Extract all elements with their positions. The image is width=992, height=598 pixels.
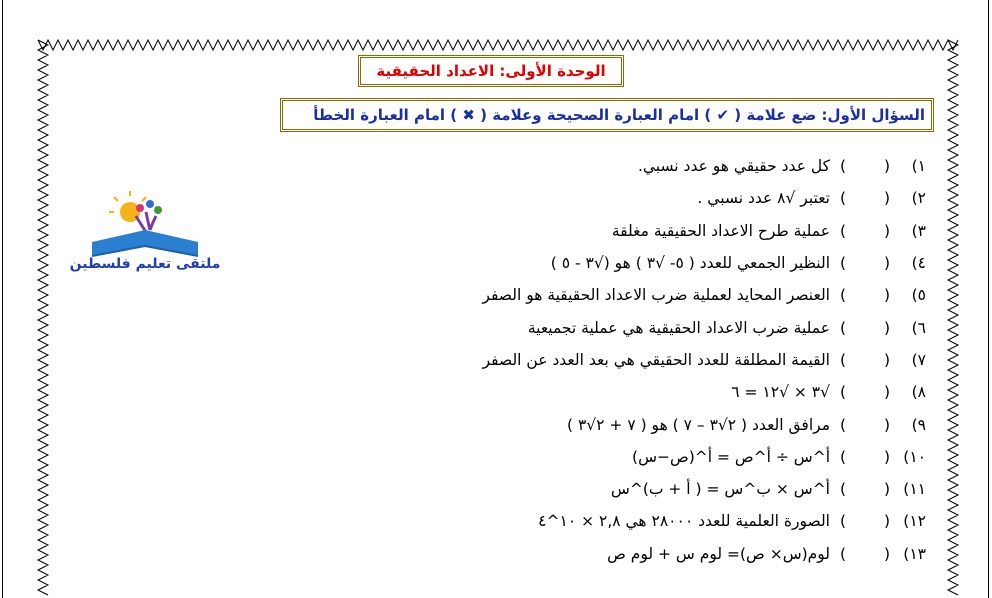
open-paren: ( [883,318,890,337]
question-item [306,505,926,537]
answer-box[interactable] [834,319,896,337]
answer-box[interactable] [834,189,896,207]
close-paren: ) [840,189,847,208]
item-statement: أ^س × ب^س = ( أ + ب)^س [610,480,830,499]
item-number: ٧) [911,350,926,369]
question-item [306,408,926,440]
item-number: ٢) [911,189,926,208]
open-paren: ( [883,286,890,305]
open-paren: ( [883,480,890,499]
question-item [306,538,926,570]
question-item [306,311,926,343]
question-item [306,150,926,182]
close-paren: ) [840,447,847,466]
open-paren: ( [883,189,890,208]
item-number: ٦) [911,318,926,337]
item-number: ١) [911,157,926,176]
open-paren: ( [883,157,890,176]
unit-title: الوحدة الأولى: الاعداد الحقيقية [358,55,624,87]
open-paren: ( [883,415,890,434]
item-number: ١٣) [903,544,926,563]
item-number: ١٠) [903,447,926,466]
open-paren: ( [883,254,890,273]
item-statement: كل عدد حقيقي هو عدد نسبي. [637,157,830,176]
close-paren: ) [840,544,847,563]
item-statement: عملية ضرب الاعداد الحقيقية هي عملية تجميعية [527,318,830,337]
open-paren: ( [883,447,890,466]
item-number: ٣) [911,221,926,240]
open-paren: ( [883,383,890,402]
open-paren: ( [883,221,890,240]
item-statement: القيمة المطلقة للعدد الحقيقي هي بعد العدد عن الصفر [482,350,830,369]
question-item [306,376,926,408]
close-paren: ) [840,157,847,176]
answer-box[interactable] [834,157,896,175]
question-item [306,279,926,311]
item-number: ٥) [911,286,926,305]
item-statement: النظير الجمعي للعدد ( ٥- √٣ ) هو (√٣ - ٥ ) [550,254,830,273]
answer-box[interactable] [834,351,896,369]
answer-box[interactable] [834,448,896,466]
answer-box[interactable] [834,416,896,434]
answer-box[interactable] [834,545,896,563]
item-statement: الصورة العلمية للعدد ٢٨٠٠٠ هي ٢,٨ × ١٠^٤ [538,512,830,531]
answer-box[interactable] [834,383,896,401]
close-paren: ) [840,318,847,337]
answer-box[interactable] [834,286,896,304]
answer-box[interactable] [834,480,896,498]
open-paren: ( [883,512,890,531]
close-paren: ) [840,383,847,402]
question-item [306,441,926,473]
question-item [306,344,926,376]
close-paren: ) [840,512,847,531]
close-paren: ) [840,286,847,305]
item-number: ١٢) [903,512,926,531]
item-number: ٨) [911,383,926,402]
open-paren: ( [883,544,890,563]
question-title: السؤال الأول: ضع علامة ( ✔ ) امام العبارة الصحيحة وعلامة ( ✖ ) امام العبارة الخطأ [280,98,934,132]
question-item [306,215,926,247]
item-statement: عملية طرح الاعداد الحقيقية مغلقة [611,221,830,240]
close-paren: ) [840,480,847,499]
close-paren: ) [840,415,847,434]
question-item [306,247,926,279]
question-item [306,473,926,505]
item-number: ٤) [911,254,926,273]
question-list [306,150,926,570]
item-statement: أ^س ÷ أ^ص = أ^(ص−س) [632,447,830,466]
item-number: ١١) [903,480,926,499]
answer-box[interactable] [834,254,896,272]
item-statement: العنصر المحايد لعملية ضرب الاعداد الحقيقية هو الصفر [482,286,830,305]
item-statement: مرافق العدد ( ٢√٣ – ٧ ) هو ( ٧ + ٢√٣ ) [566,415,830,434]
question-item [306,182,926,214]
answer-box[interactable] [834,222,896,240]
item-number: ٩) [911,415,926,434]
item-statement: √٣ × √١٢ = ٦ [731,383,830,402]
close-paren: ) [840,221,847,240]
open-paren: ( [883,350,890,369]
item-statement: لوم(س× ص)= لوم س + لوم ص [607,544,830,563]
close-paren: ) [840,254,847,273]
item-statement: تعتبر √٨ عدد نسبي . [697,189,830,208]
answer-box[interactable] [834,512,896,530]
logo-text: ملتقى تعليم فلسطين [69,256,221,272]
close-paren: ) [840,350,847,369]
